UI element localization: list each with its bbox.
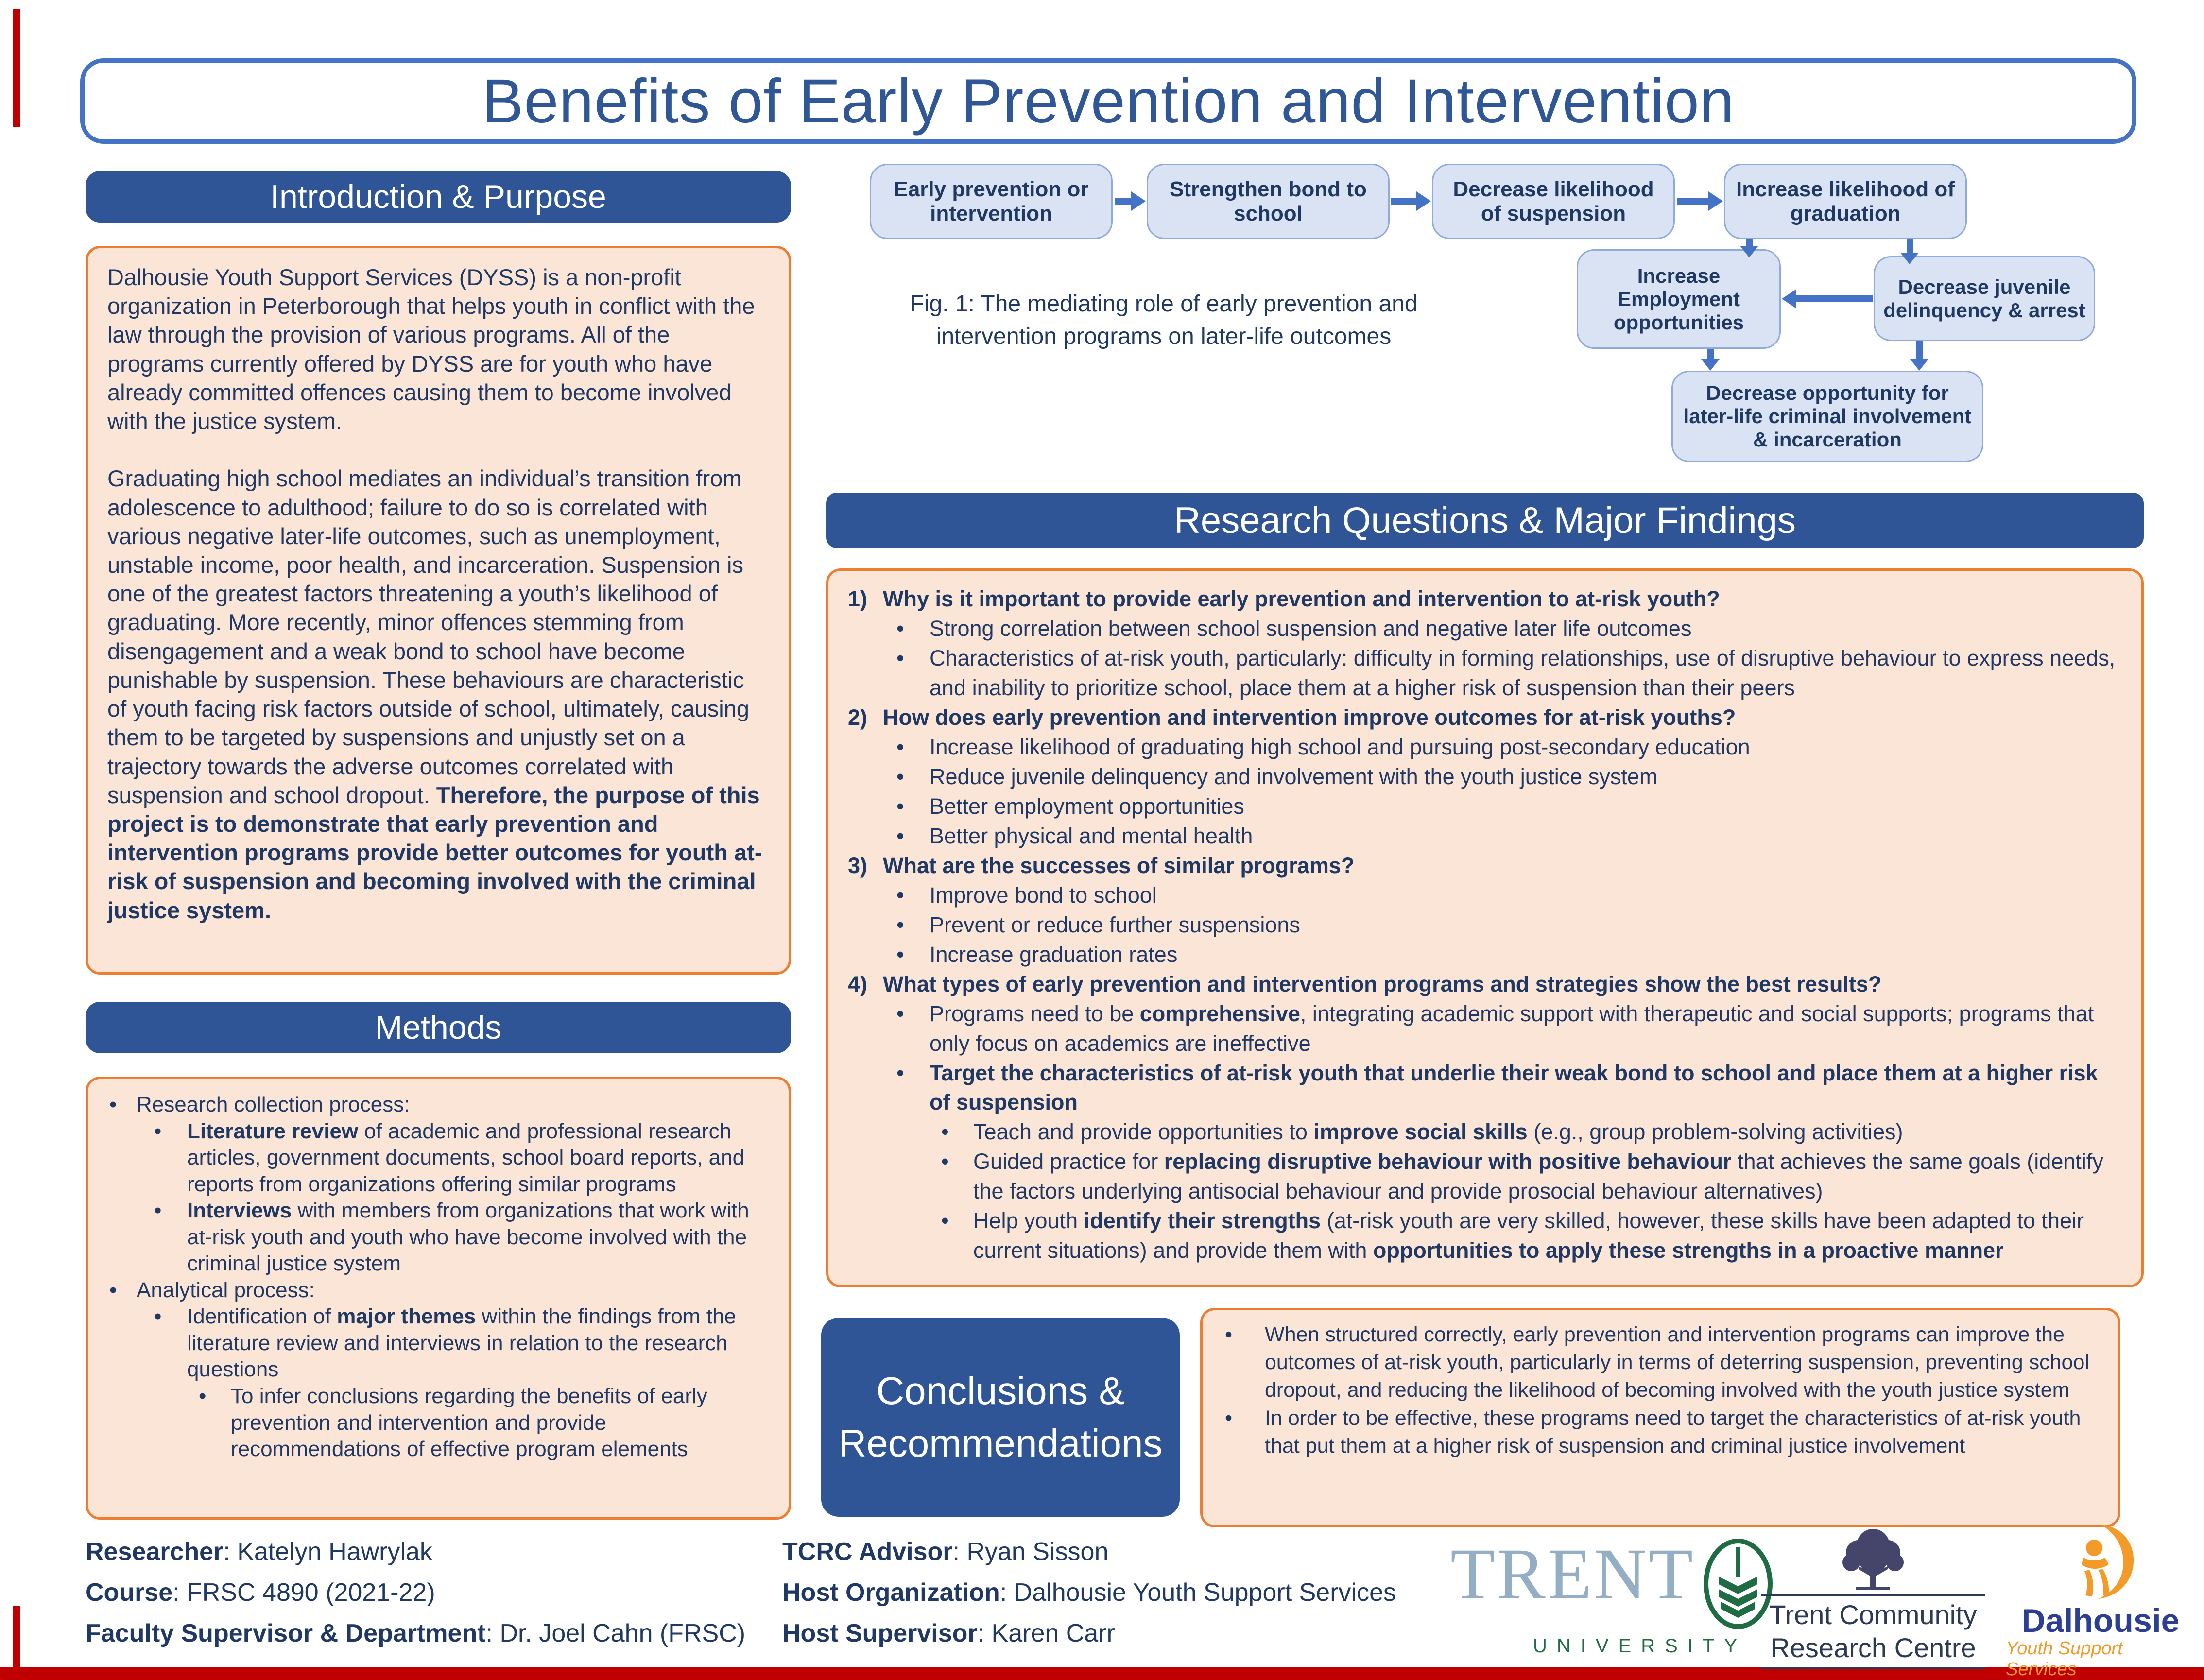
finding-q2-bullet-1: • Increase likelihood of graduating high school and pursuing post-secondary education — [848, 733, 2122, 762]
red-bottom-edge-bar — [0, 1667, 2204, 1680]
tcrc-logo — [1761, 1524, 1985, 1669]
methods-item-research-collection: • Research collection process: — [105, 1092, 771, 1118]
dyss-tagline: Youth Support Services — [2006, 1638, 2123, 1680]
question-2-text: How does early prevention and intervention improve outcomes for at-risk youths? — [883, 704, 1736, 730]
methods-content-box — [86, 1077, 791, 1520]
research-section-header: Research Questions & Major Findings — [826, 493, 2144, 548]
conclusions-content-box — [1200, 1308, 2120, 1527]
trent-university-label: UNIVERSITY — [1533, 1635, 1747, 1657]
credit-tcrc-advisor: TCRC Advisor: Ryan Sisson — [782, 1538, 1109, 1566]
footer-credits-left — [86, 1531, 745, 1654]
conclusions-header-line-1: Conclusions & — [876, 1369, 1125, 1412]
footer-credits-middle — [782, 1531, 1396, 1654]
flow-node-increase-employment: Increase Employment opportunities — [1577, 249, 1781, 349]
finding-q4-sub-bullet-3: • Help youth identify their strengths (at-risk youth are very skilled, however, these skills have been adapted to their current situations) and provide them with opportunities to apply these strengths in a proactive manner — [848, 1206, 2122, 1266]
question-2 — [848, 703, 2122, 733]
conclusions-header-line-2: Recommendations — [838, 1422, 1163, 1465]
dyss-figure-icon — [2064, 1524, 2137, 1604]
question-1-text: Why is it important to provide early prevention and intervention to at-risk youth? — [883, 586, 1720, 611]
credit-faculty-supervisor: Faculty Supervisor & Department: Dr. Joel Cahn (FRSC) — [86, 1619, 746, 1647]
tcrc-bottom-rule — [1761, 1667, 1985, 1669]
finding-q3-bullet-1: • Improve bond to school — [848, 881, 2122, 910]
question-4-number: 4) — [848, 971, 868, 996]
poster-title: Benefits of Early Prevention and Intervention — [482, 66, 1735, 136]
finding-q4-sub-bullet-2: • Guided practice for replacing disruptive behaviour with positive behaviour that achieves the same goals (identify the factors underlying antisocial behaviour and provide prosocial behaviour alternatives) — [848, 1147, 2122, 1206]
methods-item-literature-review: • Literature review of academic and professional research articles, government documents, school board reports, and reports from organizations offering similar programs — [105, 1118, 771, 1198]
credit-host-supervisor: Host Supervisor: Karen Carr — [782, 1619, 1115, 1647]
trent-university-logo — [1450, 1534, 1747, 1657]
methods-item-analytical-process: • Analytical process: — [105, 1277, 771, 1304]
dyss-wordmark: Dalhousie — [2021, 1602, 2180, 1639]
methods-item-interviews: • Interviews with members from organizations that work with at-risk youth and youth who have become involved with the criminal justice system — [105, 1198, 771, 1277]
intro-section-header: Introduction & Purpose — [86, 171, 791, 223]
flow-node-decrease-delinquency: Decrease juvenile delinquency & arrest — [1874, 256, 2095, 341]
finding-q4-bullet-1: • Programs need to be comprehensive, integrating academic support with therapeutic and social supports; programs that only focus on academics are ineffective — [848, 999, 2122, 1059]
conclusions-section-header — [821, 1318, 1180, 1517]
tcrc-name-line-2: Research Centre — [1770, 1632, 1976, 1663]
finding-q3-bullet-3: • Increase graduation rates — [848, 940, 2122, 970]
question-4 — [848, 970, 2122, 999]
question-3-text: What are the successes of similar programs? — [883, 853, 1355, 878]
finding-q4-sub-bullet-1: • Teach and provide opportunities to improve social skills (e.g., group problem-solving activities) — [848, 1117, 2122, 1147]
finding-q2-bullet-2: • Reduce juvenile delinquency and involvement with the youth justice system — [848, 762, 2122, 792]
arrow-left-icon — [1782, 289, 1873, 309]
methods-section-header: Methods — [86, 1002, 791, 1053]
finding-q1-bullet-2: • Characteristics of at-risk youth, particularly: difficulty in forming relationships, use of disruptive behaviour to express needs, and inability to prioritize school, place them at a higher risk of suspension than their peers — [848, 644, 2122, 703]
flow-node-increase-graduation: Increase likelihood of graduation — [1724, 164, 1967, 239]
research-content-box — [826, 568, 2144, 1287]
question-2-number: 2) — [848, 704, 868, 730]
methods-item-major-themes: • Identification of major themes within the findings from the literature review and interviews in relation to the research questions — [105, 1303, 771, 1383]
finding-q1-bullet-1: • Strong correlation between school suspension and negative later life outcomes — [848, 614, 2122, 644]
methods-item-infer-conclusions: • To infer conclusions regarding the benefits of early prevention and intervention and provide recommendations of effective program elements — [105, 1383, 771, 1463]
arrow-right-icon — [1391, 191, 1431, 211]
question-1-number: 1) — [848, 586, 868, 611]
trent-wordmark: TRENT — [1450, 1534, 1695, 1614]
intro-paragraph-1: Dalhousie Youth Support Services (DYSS) is a non-profit organization in Peterborough that helps youth in conflict with the law through the provision of various programs. All of the programs currently offered by DYSS are for youth who have already committed offences causing them to become involved with the justice system. — [107, 264, 755, 434]
question-3-number: 3) — [848, 853, 868, 878]
flow-node-decrease-suspension: Decrease likelihood of suspension — [1432, 164, 1675, 239]
finding-q3-bullet-2: • Prevent or reduce further suspensions — [848, 910, 2122, 940]
red-left-edge-mark-bottom — [13, 1606, 20, 1667]
question-1 — [848, 584, 2122, 614]
arrow-right-icon — [1115, 191, 1146, 211]
arrow-down-icon — [1910, 341, 1928, 371]
tcrc-top-rule — [1761, 1594, 1985, 1596]
finding-q2-bullet-3: • Better employment opportunities — [848, 792, 2122, 822]
credit-host-organization: Host Organization: Dalhousie Youth Support Services — [782, 1578, 1396, 1607]
credit-course: Course: FRSC 4890 (2021-22) — [86, 1578, 435, 1607]
question-4-text: What types of early prevention and intervention programs and strategies show the best results? — [883, 971, 1882, 996]
arrow-down-icon — [1701, 349, 1720, 371]
question-3 — [848, 851, 2122, 881]
red-left-edge-mark-top — [13, 9, 20, 127]
arrow-down-icon — [1900, 239, 1919, 264]
dyss-logo — [2006, 1524, 2195, 1680]
tcrc-tree-icon — [1832, 1524, 1914, 1594]
arrow-down-icon — [1740, 239, 1758, 257]
title-box — [80, 58, 2136, 144]
arrow-right-icon — [1677, 191, 1723, 211]
finding-q4-bullet-2: • Target the characteristics of at-risk youth that underlie their weak bond to school and place them at a higher risk of suspension — [848, 1059, 2122, 1118]
intro-content-box — [86, 246, 791, 975]
flow-node-early-prevention: Early prevention or intervention — [870, 164, 1113, 239]
finding-q2-bullet-4: • Better physical and mental health — [848, 822, 2122, 851]
intro-paragraph-2: Graduating high school mediates an individual’s transition from adolescence to adulthood; failure to do so is correlated with various negative later-life outcomes, such as unemployment, unstable income, poor health, and incarceration. Suspension is one of the greatest factors threatening a youth’s likelihood of graduating. More recently, minor offences stemming from disengagement and a weak bond to school have become punishable by suspension. These behaviours are characteristic of youth facing risk factors outside of school, ultimately, causing them to be targeted by suspensions and unjustly set on a trajectory towards the adverse outcomes correlated with suspension and school dropout. Therefore, the purpose of this project is to demonstrate that early prevention and intervention programs provide better outcomes for youth at-risk of suspension and becoming involved with the criminal justice system. — [107, 465, 762, 923]
conclusion-bullet-1: • When structured correctly, early prevention and intervention programs can improve the outcomes of at-risk youth, particularly in terms of deterring suspension, preventing school dropout, and reducing the likelihood of becoming involved with the youth justice system — [1221, 1321, 2100, 1405]
tcrc-name-line-1: Trent Community — [1769, 1599, 1977, 1630]
flow-node-strengthen-bond: Strengthen bond to school — [1147, 164, 1390, 239]
credit-researcher: Researcher: Katelyn Hawrylak — [86, 1538, 432, 1566]
figure-caption: Fig. 1: The mediating role of early prevention and intervention programs on later-life outcomes — [910, 291, 1418, 350]
conclusion-bullet-2: • In order to be effective, these programs need to target the characteristics of at-risk youth that put them at a higher risk of suspension and criminal justice involvement — [1221, 1405, 2100, 1460]
flow-node-decrease-criminal-involvement: Decrease opportunity for later-life criminal involvement & incarceration — [1671, 371, 1983, 462]
